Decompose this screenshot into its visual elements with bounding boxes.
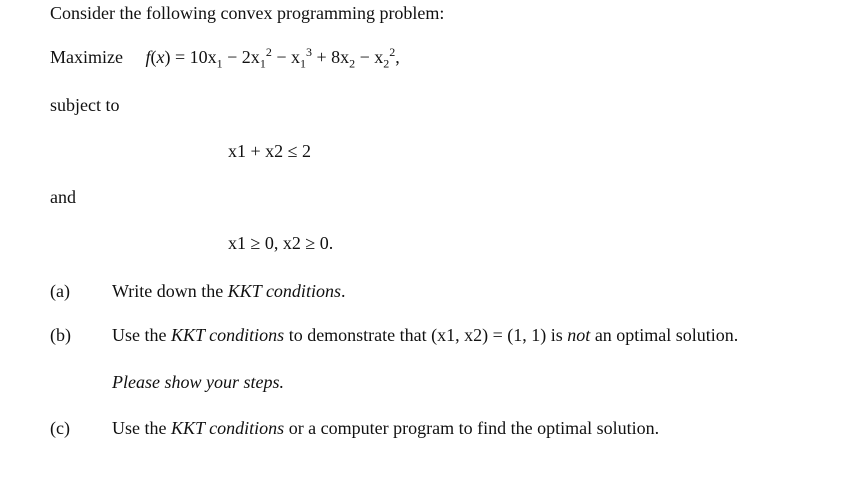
objective-line <box>50 45 400 71</box>
subject-to-label: subject to <box>50 95 120 115</box>
constraint-nonnegativity: x1 ≥ 0, x2 ≥ 0. <box>228 233 334 253</box>
part-c-text: Use the KKT conditions or a computer program to find the optimal solution. <box>112 418 660 438</box>
maximize-label: Maximize <box>50 47 123 67</box>
part-a-text: Write down the KKT conditions. <box>112 281 346 301</box>
part-c-label: (c) <box>50 418 70 438</box>
and-label: and <box>50 187 76 207</box>
part-a-label: (a) <box>50 281 70 301</box>
part-b-instruction: Please show your steps. <box>112 372 284 392</box>
constraint-sum: x1 + x2 ≤ 2 <box>228 141 312 161</box>
objective-function: $f(x) = 10x_1 - 2x_1^2 - x_1^3 + 8x_2 - x_2^2$, <box>145 45 400 71</box>
part-b-text: Use the KKT conditions to demonstrate that (x1, x2) = (1, 1) is not an optimal solution. <box>112 325 739 345</box>
part-b-label: (b) <box>50 325 71 345</box>
problem-intro: Consider the following convex programming problem: <box>50 3 445 23</box>
